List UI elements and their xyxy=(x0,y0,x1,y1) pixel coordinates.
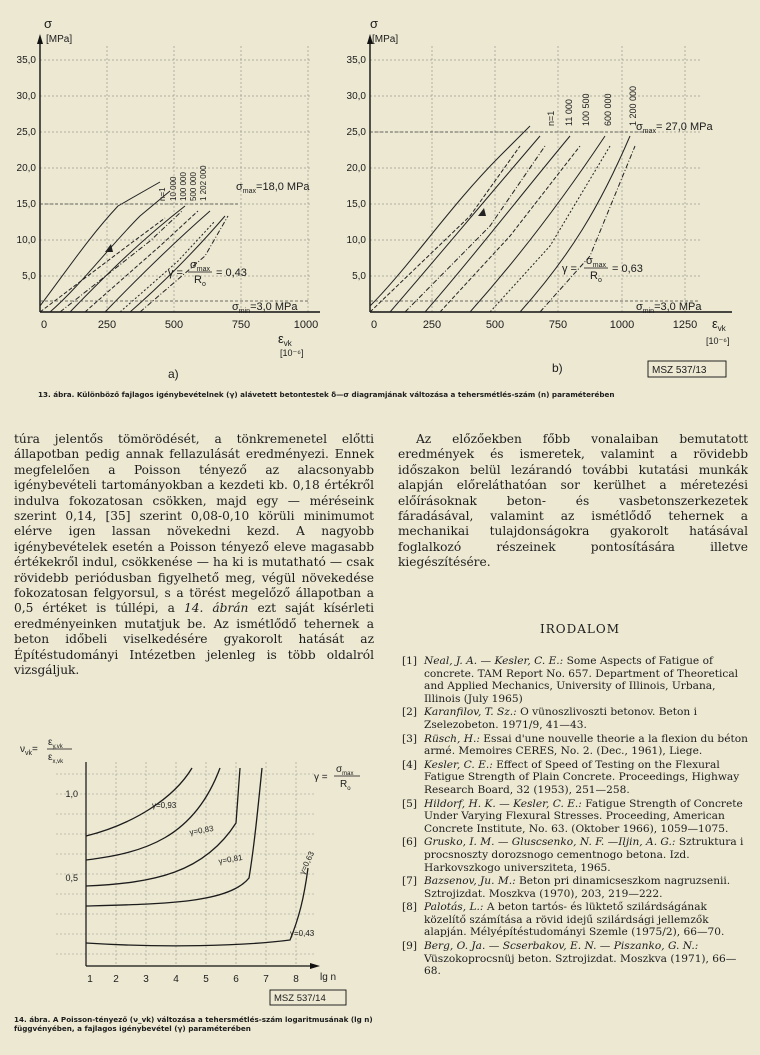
fig13-caption: 13. ábra. Különböző fajlagos igénybevételnek (γ) alávetett betontestek δ—σ diagramjának változása a tehersmétlés-szám (n) paraméterében xyxy=(38,390,615,399)
fig13b-x-label: $\varepsilon_{vk}$ xyxy=(712,316,726,333)
fig13b-smax: $\sigma_{max}= 27,0$ MPa xyxy=(636,121,713,135)
fig14-x-tick: 2 xyxy=(113,974,119,985)
left-text-end: ezt saját kísérleti eredményeinken mutatjuk be. Az ismétlődő tehernek a beton időbeli viselkedésére gyakorolt hatását az Építéstudományi Intézetben jelenleg is több oldalról vizsgáljuk. xyxy=(14,601,374,678)
right-text-para: Az előzőekben főbb vonalaiban bemutatott eredmények és ismeretek, valamint a rövidebb időszakon belül lezárandó további kutatási munkák alapján előreláthatóan sor kerülhet a méretezési előírásoknak beton- és vasbetonszerkezetek fáradásával, valamint az ismétlődő tehernek a mechanikai tulajdonságokra gyakorolt hatásával foglalkozó részeinek pontosítására illetve kiegészítésére. xyxy=(398,432,748,570)
svg-text:= 0,43: = 0,43 xyxy=(216,267,247,279)
fig14-curve-label: γ=0,81 xyxy=(217,852,244,866)
svg-text:= 0,63: = 0,63 xyxy=(612,263,643,275)
fig13b-x-unit: [10⁻⁶] xyxy=(706,336,730,346)
fig13b-chart xyxy=(340,6,750,386)
fig14-y-tick: 1,0 xyxy=(65,789,78,799)
fig13a-y-unit: [MPa] xyxy=(46,34,73,45)
fig14-x-tick: 1 xyxy=(87,974,93,985)
fig14-x-label: lg n xyxy=(320,972,337,983)
fig13a-y-tick: 15,0 xyxy=(16,199,36,210)
reference-item: [9] Berg, O. Ja. — Scserbakov, E. N. — Piszanko, G. N.: Vüszokoprocsnüj beton. Sztrojizdat. Moszkva (1971), 66—68. xyxy=(402,940,737,978)
fig13b-x-tick: 500 xyxy=(485,319,505,331)
fig13a-n-label: n=1 xyxy=(158,187,167,201)
fig14-curve-label: γ=0,63 xyxy=(297,850,317,876)
fig13a-y-title: σ xyxy=(44,16,53,31)
fig14-y-tick: 0,5 xyxy=(65,873,78,883)
right-column-text xyxy=(398,432,748,571)
fig14-ylabel xyxy=(20,737,72,765)
svg-text:σmax: $\sigma_{max}$ xyxy=(586,255,607,269)
fig13a-x-tick: 1000 xyxy=(293,319,319,331)
svg-text:Ro: $R_o$ xyxy=(590,270,602,284)
fig13a-ratio xyxy=(168,259,247,288)
fig13b-y-unit: [MPa] xyxy=(372,34,399,45)
fig13b-y-tick: 20,0 xyxy=(346,163,366,174)
fig13a-x-unit: [10⁻⁶] xyxy=(280,348,304,358)
reference-item: [1] Neal, J. A. — Kesler, C. E.: Some Aspects of Fatigue of concrete. TAM Report No. 657. Department of Theoretical and Applied Mechanics, University of Illinois, Urbana, Illinois (July 1965) xyxy=(402,655,739,705)
fig13b-n-label: n=1 xyxy=(546,110,556,126)
fig14-chart xyxy=(14,728,374,1013)
fig14-caption: 14. ábra. A Poisson-tényező (ν_vk) változása a tehersmétlés-szám logaritmusának (lg n) függvényében, a fajlagos igénybevétel (γ) paraméterében xyxy=(14,1015,373,1033)
fig13a-x-tick: 0 xyxy=(40,319,48,331)
fig13b-x-tick: 1000 xyxy=(609,319,635,331)
fig13b-y-tick: 15,0 xyxy=(346,199,366,210)
reference-item: [3] Rüsch, H.: Essai d'une nouvelle theorie a la flexion du béton armé. Memoires CERES, No. 2. (Dec., 1961), Liege. xyxy=(402,732,748,758)
fig13a-n-label: 1 202 000 xyxy=(199,165,208,201)
fig13b-n-label: 100 500 xyxy=(581,93,591,126)
svg-text:νvk=: $\nu_{vk}=$ xyxy=(20,744,38,757)
fig13a-smax: $\sigma_{max}=18,0$ MPa xyxy=(236,181,310,195)
svg-text:εx,vk: $\varepsilon_{x,vk}$ xyxy=(48,752,64,765)
fig13b-y-tick: 25,0 xyxy=(346,127,366,138)
fig13a-x-tick: 750 xyxy=(231,319,251,331)
fig13b-x-tick: 250 xyxy=(422,319,442,331)
reference-item: [7] Bazsenov, Ju. M.: Beton pri dinamicseszkom nagruzsenii. Sztrojizdat. Moszkva (1970), 203, 219—222. xyxy=(402,875,731,900)
fig13a-smin: $\sigma_{min}=3,0$ MPa xyxy=(232,301,298,315)
fig14-curves xyxy=(86,768,308,946)
fig14-x-tick: 6 xyxy=(233,974,239,985)
left-column-text xyxy=(14,432,374,679)
fig13b-y-tick: 5,0 xyxy=(352,271,366,282)
references-heading: IRODALOM xyxy=(540,622,620,636)
svg-text:Ro: $R_o$ xyxy=(194,274,206,288)
fig13b-y-tick: 10,0 xyxy=(346,235,366,246)
fig13a-y-tick: 10,0 xyxy=(16,235,36,246)
reference-item: [2] Karanfilov, T. Sz.: O vünoszlivoszti betonov. Beton i Zselezobeton. 1971/9, 41—43. xyxy=(402,706,697,731)
fig14-x-tick: 8 xyxy=(293,974,299,985)
fig13a-panel-letter: a) xyxy=(168,367,179,381)
svg-text:εy,vk: $\varepsilon_{y,vk}$ xyxy=(48,737,63,750)
reference-item: [6] Grusko, I. M. — Gluscsenko, N. F. —Iljin, A. G.: Sztruktura i procsnoszty dorozsnogo cementnogo betona. Izd. Harkovszkogo universziteta, 1965. xyxy=(402,836,744,874)
fig13a-y-tick: 30,0 xyxy=(16,91,36,102)
fig13b-y-title: σ xyxy=(370,16,379,31)
left-text-fig-ref: 14. ábrán xyxy=(183,601,249,616)
reference-item: [5] Hildorf, H. K. — Kesler, C. E.: Fatigue Strength of Concrete Under Varying Flexural Stresses. Proceeding, American Concrete Institute, No. 63. (Oktober 1966), 1059—1075. xyxy=(402,797,743,835)
fig13b-ratio xyxy=(562,255,643,284)
fig13a-x-label: $\varepsilon_{vk}$ xyxy=(278,331,292,348)
fig13a-y-tick: 35,0 xyxy=(16,55,36,66)
fig14-curve-label: γ=0,93 xyxy=(152,801,177,810)
fig13a-n-labels xyxy=(158,165,208,201)
fig13a-y-tick: 25,0 xyxy=(16,127,36,138)
fig13a-y-tick: 5,0 xyxy=(22,271,36,282)
svg-text:γ =: γ = xyxy=(168,267,183,279)
fig13b-y-tick: 30,0 xyxy=(346,91,366,102)
fig13b-n-label: 1 200 000 xyxy=(628,85,638,126)
fig14-stamp: MSZ 537/14 xyxy=(274,993,326,1004)
fig13b-x-tick: 1250 xyxy=(672,319,698,331)
fig14-x-tick: 3 xyxy=(143,974,149,985)
svg-text:σmax: $\sigma_{max}$ xyxy=(190,259,211,273)
fig13b-stamp: MSZ 537/13 xyxy=(652,365,707,376)
svg-text:σmax: $\sigma_{max}$ xyxy=(336,764,354,777)
svg-text:Ro: $R_o$ xyxy=(340,779,351,792)
reference-item: [4] Kesler, C. E.: Effect of Speed of Testing on the Flexural Fatigue Strength of Plain Concrete. Proceedings, Highway Research Board, 32 (1953), 251—258. xyxy=(402,758,740,796)
fig14-gamma-eq xyxy=(314,764,360,792)
fig13b-n-labels xyxy=(546,86,638,126)
fig13a-n-label: 500 000 xyxy=(189,172,198,201)
fig13a-chart xyxy=(10,6,340,386)
reference-item: [8] Palotás, L.: A beton tartós- és lüktető szilárdságának közelítő számítása a rövid idejű szilárdsági jellemzők alapján. Mélyépítéstudományi Szemle (1975/2), 66—70. xyxy=(402,901,725,939)
fig13b-curves xyxy=(370,126,635,312)
svg-text:γ =: γ = xyxy=(314,772,328,783)
fig14-x-tick: 4 xyxy=(173,974,179,985)
fig13a-n-label: 100 000 xyxy=(179,172,188,201)
fig13b-n-label: 600 000 xyxy=(603,93,613,126)
left-text-main: túra jelentős tömörödését, a tönkremenetel előtti állapotban pedig annak fellazulását eredményezi. Ennek megfelelően a Poisson tényező az alacsonyabb igénybevételi tartományokban a kezdeti kb. 0,18 értékről indulva fokozatosan csökken, majd egy — méréseink szerint 0,14, [35] szerint 0,08-0,10 körüli minimumot elérve igen lassan növekedni kezd. A nagyobb igénybevételek esetén a Poisson tényező eleve magasabb értékekről indul, csökkenése — ha ki is mutatható — csak rövidebb periódusban figyelhető meg, végül növekedése fokozatosan felgyorsul, s a törést megelőző állapotban a 0,5 értéket is túllépi, a xyxy=(14,432,374,616)
fig13a-n-label: 10 000 xyxy=(169,176,178,201)
fig14-curve-label: γ=0,83 xyxy=(188,823,215,837)
fig13b-x-tick: 750 xyxy=(548,319,568,331)
fig14-gridlines xyxy=(56,762,314,966)
fig13a-y-tick: 20,0 xyxy=(16,163,36,174)
fig13a-x-tick: 250 xyxy=(97,319,117,331)
fig14-curve-label: γ=0,43 xyxy=(290,929,315,938)
fig13b-x-tick: 0 xyxy=(370,319,378,331)
fig13a-x-tick: 500 xyxy=(164,319,184,331)
fig13b-smin: $\sigma_{min}=3,0$ MPa xyxy=(636,301,702,315)
fig14-x-tick: 7 xyxy=(263,974,269,985)
fig13b-y-tick: 35,0 xyxy=(346,55,366,66)
svg-text:γ =: γ = xyxy=(562,263,577,275)
fig13b-n-label: 11 000 xyxy=(564,99,574,126)
fig14-x-tick: 5 xyxy=(203,974,209,985)
fig13b-panel-letter: b) xyxy=(552,361,563,375)
references-list xyxy=(402,655,748,979)
